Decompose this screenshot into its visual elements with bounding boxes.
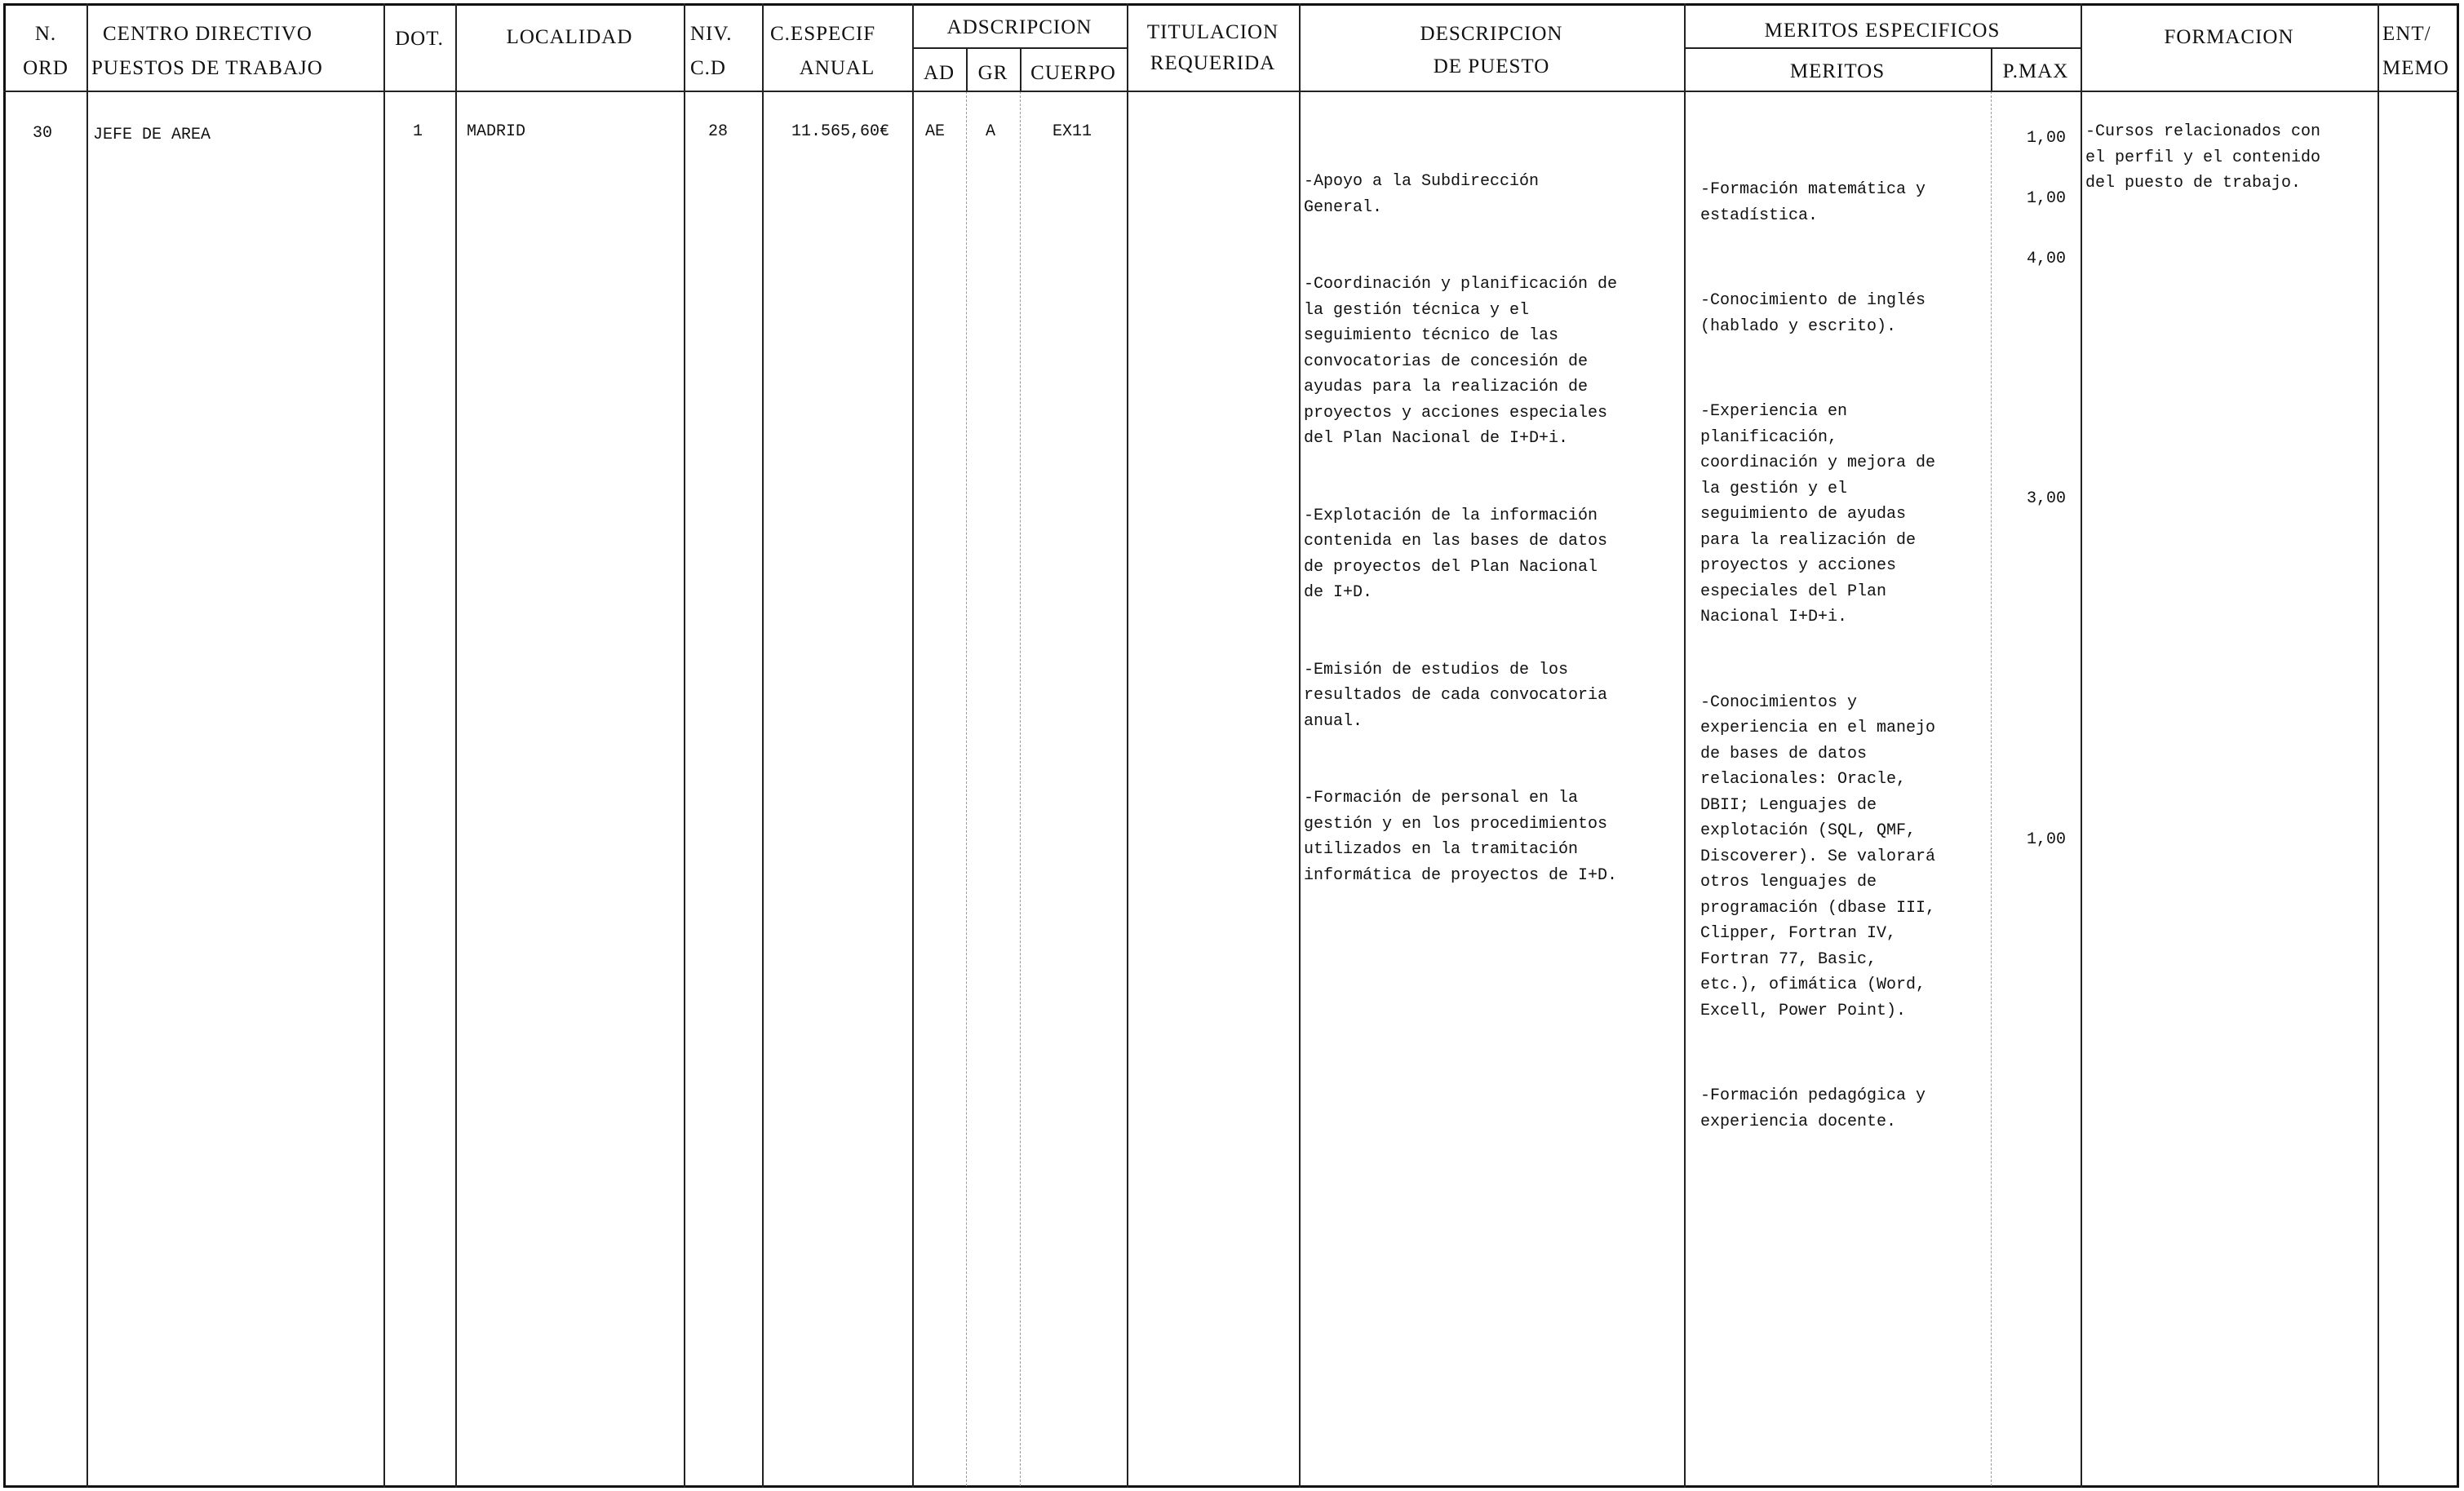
header-gr: GR	[977, 62, 1008, 84]
subcol-divider	[1991, 91, 1992, 1486]
header-bottom-rule	[3, 91, 2459, 92]
col-divider	[383, 3, 385, 1488]
header-n-ord-2: ORD	[23, 57, 69, 79]
header-formacion: FORMACION	[2164, 26, 2294, 48]
header-meritos: MERITOS	[1789, 60, 1886, 82]
row-ad: AE	[925, 122, 946, 141]
col-divider	[2378, 3, 2379, 1488]
col-divider	[762, 3, 764, 1488]
header-cuerpo: CUERPO	[1030, 62, 1116, 84]
merito-points: 4,00	[2026, 250, 2066, 268]
header-ent-2: MEMO	[2382, 57, 2449, 79]
col-divider	[684, 3, 685, 1488]
header-cespecif-2: ANUAL	[799, 57, 875, 79]
descripcion-item: -Apoyo a la Subdirección General.	[1304, 172, 1540, 217]
row-dot: 1	[413, 122, 423, 141]
row-cuerpo: EX11	[1053, 122, 1092, 141]
header-dot: DOT.	[395, 28, 444, 50]
subcol-divider	[966, 91, 967, 1486]
row-formacion: -Cursos relacionados con el perfil y el contenido del puesto de trabajo.	[2085, 122, 2321, 192]
header-meritos-especificos: MERITOS ESPECIFICOS	[1764, 20, 2001, 42]
col-divider	[455, 3, 457, 1488]
header-niv-1: NIV.	[690, 23, 733, 45]
merito-points: 1,00	[2026, 830, 2066, 849]
header-descripcion-2: DE PUESTO	[1433, 55, 1550, 77]
header-ent-1: ENT/	[2382, 23, 2431, 45]
row-meritos	[1700, 126, 1989, 1169]
col-divider	[2081, 3, 2082, 1488]
merito-points: 1,00	[2026, 129, 2066, 148]
row-localidad: MADRID	[467, 122, 526, 141]
row-gr: A	[986, 122, 996, 141]
merito-points: 1,00	[2026, 189, 2066, 208]
row-n-ord: 30	[33, 124, 53, 143]
descripcion-item: -Formación de personal en la gestión y en los procedimientos utilizados en la tramitación informática de proyectos de I+D.	[1304, 789, 1618, 885]
col-divider	[1299, 3, 1301, 1488]
header-titulacion-2: REQUERIDA	[1150, 52, 1276, 74]
merito-item: -Experiencia en planificación, coordinación y mejora de la gestión y el seguimiento de ayudas para la realización de proyectos y acciones especiales del Plan Nacional I+D+i.	[1700, 402, 1936, 626]
merito-item: -Formación pedagógica y experiencia docente.	[1700, 1086, 1926, 1131]
header-descripcion-1: DESCRIPCION	[1420, 23, 1563, 45]
header-pmax: P.MAX	[2002, 60, 2069, 82]
header-adscripcion: ADSCRIPCION	[946, 16, 1092, 38]
row-puesto: JEFE DE AREA	[93, 126, 211, 144]
col-divider	[1684, 3, 1686, 1488]
header-localidad: LOCALIDAD	[506, 26, 633, 48]
merito-item: -Formación matemática y estadística.	[1700, 180, 1926, 225]
merito-item: -Conocimiento de inglés (hablado y escrito).	[1700, 291, 1926, 336]
header-centro-2: PUESTOS DE TRABAJO	[91, 57, 323, 79]
row-descripcion	[1304, 117, 1681, 914]
row-niv: 28	[708, 122, 729, 141]
header-ad: AD	[923, 62, 955, 84]
header-rule	[912, 47, 1127, 49]
descripcion-item: -Emisión de estudios de los resultados de cada convocatoria anual.	[1304, 660, 1608, 731]
header-centro-1: CENTRO DIRECTIVO	[103, 23, 312, 45]
descripcion-item: -Coordinación y planificación de la gestión técnica y el seguimiento técnico de las convocatorias de concesión de ayudas para la realización de proyectos y acciones especiales del Plan Nacional de I+D+i.	[1304, 275, 1618, 448]
header-cespecif-1: C.ESPECIF	[770, 23, 876, 45]
col-divider	[86, 3, 88, 1488]
descripcion-item: -Explotación de la información contenida en las bases de datos de proyectos del Plan Nacional de I+D.	[1304, 506, 1608, 602]
row-c-especif: 11.565,60€	[791, 122, 890, 141]
header-rule	[1684, 47, 2081, 49]
table-frame	[3, 3, 2459, 1488]
merito-item: -Conocimientos y experiencia en el manejo de bases de datos relacionales: Oracle, DBII; Lenguajes de explotación (SQL, QMF, Discoverer). Se valorará otros lenguajes de programación (dbase III, Clipper, Fortran IV, Fortran 77, Basic, etc.), ofimática (Word, Excell, Power Point).	[1700, 692, 1936, 1020]
subcol-divider	[1020, 91, 1021, 1486]
header-n-ord-1: N.	[34, 23, 57, 45]
header-niv-2: C.D	[690, 57, 726, 79]
header-titulacion-1: TITULACION	[1146, 21, 1279, 43]
merito-points: 3,00	[2026, 489, 2066, 508]
col-divider	[912, 3, 914, 1488]
col-divider	[1127, 3, 1128, 1488]
